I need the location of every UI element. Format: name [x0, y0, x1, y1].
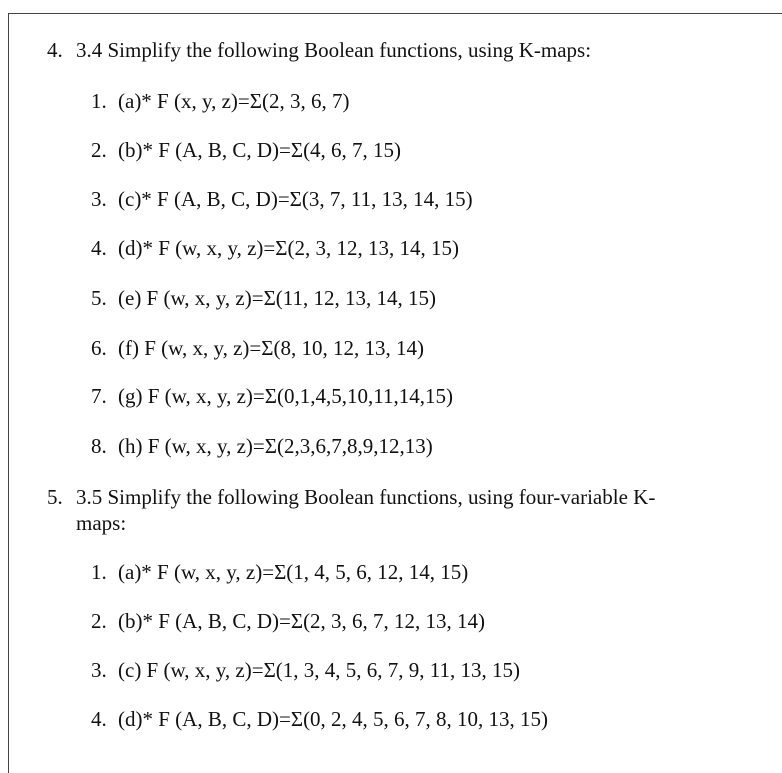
item-text: (c) F (w, x, y, z)=Σ(1, 3, 4, 5, 6, 7, 9, 11, 13, 15): [118, 658, 521, 682]
item-number: 3.: [91, 658, 107, 682]
item-number: 2.: [91, 609, 107, 633]
item-text: (c)* F (A, B, C, D)=Σ(3, 7, 11, 13, 14, 15): [118, 187, 473, 211]
problem-title-line-2: maps:: [76, 511, 127, 535]
item-text: (d)* F (w, x, y, z)=Σ(2, 3, 12, 13, 14, 15): [118, 236, 459, 260]
item-number: 6.: [91, 336, 107, 360]
item-number: 8.: [91, 434, 107, 458]
item-number: 3.: [91, 187, 107, 211]
item-text: (h) F (w, x, y, z)=Σ(2,3,6,7,8,9,12,13): [118, 434, 433, 458]
item-text: (d)* F (A, B, C, D)=Σ(0, 2, 4, 5, 6, 7, 8, 10, 13, 15): [118, 707, 549, 731]
item-text: (b)* F (A, B, C, D)=Σ(4, 6, 7, 15): [118, 138, 402, 162]
item-number: 2.: [91, 138, 107, 162]
item-text: (e) F (w, x, y, z)=Σ(11, 12, 13, 14, 15): [118, 286, 437, 310]
item-text: (g) F (w, x, y, z)=Σ(0,1,4,5,10,11,14,15): [118, 384, 453, 408]
item-number: 1.: [91, 560, 107, 584]
problem-5-heading-continuation: [76, 510, 126, 536]
problem-number: 5.: [47, 485, 63, 509]
item-number: 4.: [91, 236, 107, 260]
item-number: 1.: [91, 89, 107, 113]
item-number: 4.: [91, 707, 107, 731]
item-number: 7.: [91, 384, 107, 408]
item-text: (b)* F (A, B, C, D)=Σ(2, 3, 6, 7, 12, 13, 14): [118, 609, 486, 633]
problem-title-line-1: 3.5 Simplify the following Boolean functions, using four-variable K-: [76, 485, 656, 509]
item-text: (a)* F (x, y, z)=Σ(2, 3, 6, 7): [118, 89, 350, 113]
item-number: 5.: [91, 286, 107, 310]
item-text: (f) F (w, x, y, z)=Σ(8, 10, 12, 13, 14): [118, 336, 424, 360]
item-text: (a)* F (w, x, y, z)=Σ(1, 4, 5, 6, 12, 14, 15): [118, 560, 469, 584]
problem-number: 4.: [47, 38, 63, 62]
problem-title: 3.4 Simplify the following Boolean functions, using K-maps:: [76, 38, 592, 62]
